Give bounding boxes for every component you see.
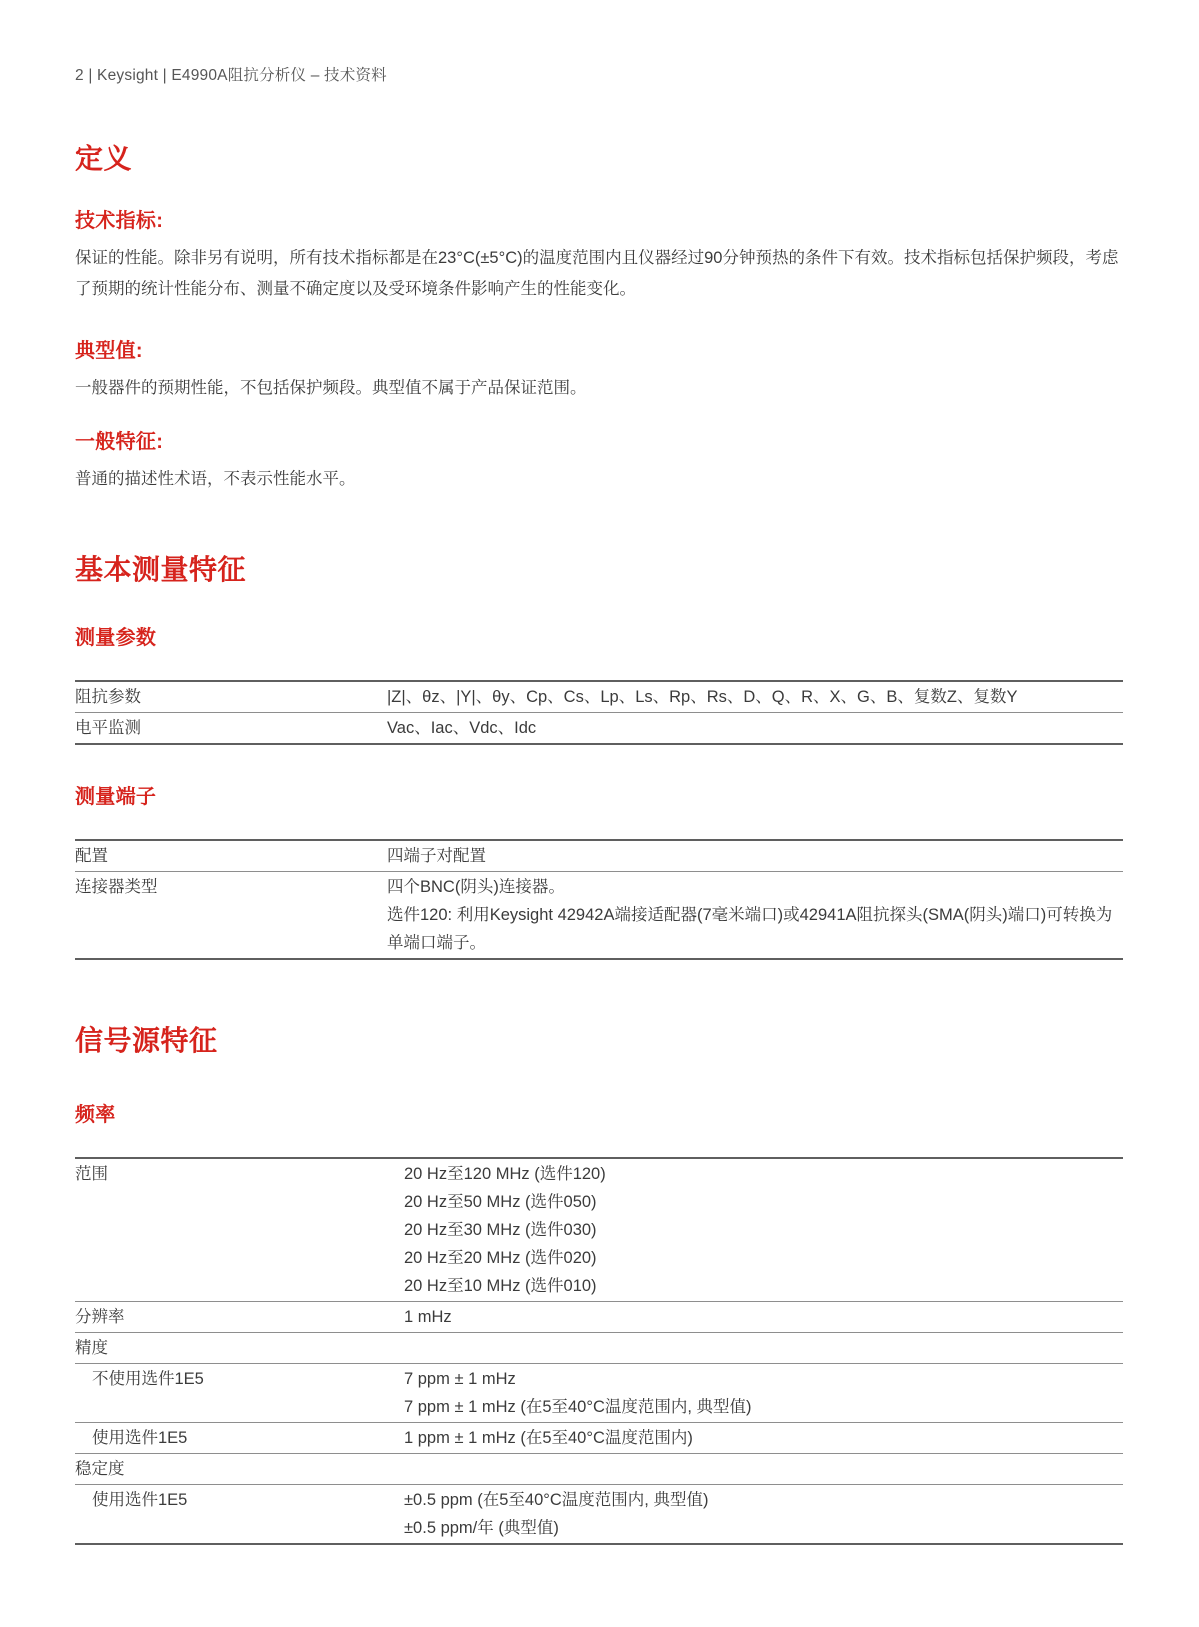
- definition-body-general: 普通的描述性术语，不表示性能水平。: [75, 470, 356, 488]
- value-line: ±0.5 ppm (在5至40°C温度范围内, 典型值): [404, 1491, 709, 1509]
- table-row: [75, 713, 1123, 745]
- table-row: [75, 872, 1123, 960]
- table-row: [75, 1485, 1123, 1545]
- measurement-parameters-table: [75, 680, 1123, 745]
- table-row: [75, 681, 1123, 713]
- table-row: [75, 1454, 1123, 1485]
- definition-body-specifications: 保证的性能。除非另有说明，所有技术指标都是在23°C(±5°C)的温度范围内且仪器经过90分钟预热的条件下有效。技术指标包括保护频段，考虑了预期的统计性能分布、测量不确定度以及受环境条件影响产生的性能变化。: [75, 249, 1119, 298]
- value-line: 20 Hz至20 MHz (选件020): [404, 1249, 597, 1267]
- row-label: 不使用选件1E5: [75, 1364, 404, 1423]
- row-value: [387, 681, 1123, 713]
- table-row: [75, 1364, 1123, 1423]
- definition-heading-general: 一般特征:: [75, 431, 164, 453]
- value-line: 7 ppm ± 1 mHz (在5至40°C温度范围内, 典型值): [404, 1398, 752, 1416]
- definition-heading-specifications: 技术指标:: [75, 210, 164, 232]
- section-title-definitions: 定义: [75, 143, 133, 174]
- value-line: 1 mHz: [404, 1308, 452, 1326]
- value-line: 20 Hz至10 MHz (选件010): [404, 1277, 597, 1295]
- row-label: 使用选件1E5: [75, 1485, 404, 1545]
- value-line: 选件120: 利用Keysight 42942A端接适配器(7毫米端口)或42941A阻抗探头(SMA(阴头)端口)可转换为单端口端子。: [387, 906, 1113, 952]
- row-label: 分辨率: [75, 1302, 404, 1333]
- value-line: 20 Hz至50 MHz (选件050): [404, 1193, 597, 1211]
- definition-block-typical: [75, 339, 1123, 404]
- row-value: [404, 1423, 1123, 1454]
- value-line: 1 ppm ± 1 mHz (在5至40°C温度范围内): [404, 1429, 693, 1447]
- subsection-heading-measurement-parameters: 测量参数: [75, 627, 157, 649]
- table-row: [75, 840, 1123, 872]
- row-value: [404, 1158, 1123, 1302]
- row-label: 范围: [75, 1165, 108, 1183]
- value-line: ±0.5 ppm/年 (典型值): [404, 1519, 559, 1537]
- row-value: [387, 713, 1123, 745]
- table-row: [75, 1333, 1123, 1364]
- value-line: 四个BNC(阴头)连接器。: [387, 878, 565, 896]
- section-title-basic-measurement: 基本测量特征: [75, 554, 247, 585]
- row-value: [404, 1302, 1123, 1333]
- value-line: Vac、Iac、Vdc、Idc: [387, 719, 537, 737]
- measurement-terminals-table: [75, 839, 1123, 960]
- subsection-heading-measurement-terminals: 测量端子: [75, 786, 157, 808]
- row-label: 使用选件1E5: [75, 1423, 404, 1454]
- row-value: [387, 872, 1123, 960]
- row-label: 连接器类型: [75, 872, 387, 960]
- row-label: 阻抗参数: [75, 688, 141, 706]
- section-title-signal-source: 信号源特征: [75, 1025, 218, 1056]
- value-line: 20 Hz至120 MHz (选件120): [404, 1165, 606, 1183]
- row-value: [404, 1485, 1123, 1545]
- value-line: 四端子对配置: [387, 847, 486, 865]
- definition-block-specifications: [75, 209, 1123, 305]
- definition-block-general: [75, 430, 1123, 495]
- frequency-table: [75, 1157, 1123, 1545]
- row-category-label: 稳定度: [75, 1454, 1123, 1485]
- definition-body-typical: 一般器件的预期性能，不包括保护频段。典型值不属于产品保证范围。: [75, 379, 587, 397]
- row-category-label: 精度: [75, 1333, 1123, 1364]
- row-value: [404, 1364, 1123, 1423]
- table-row: [75, 1158, 1123, 1302]
- row-value: [387, 840, 1123, 872]
- value-line: 20 Hz至30 MHz (选件030): [404, 1221, 597, 1239]
- row-label: 电平监测: [75, 713, 387, 745]
- table-row: [75, 1302, 1123, 1333]
- subsection-heading-frequency: 频率: [75, 1104, 116, 1126]
- row-label: 配置: [75, 847, 108, 865]
- table-row: [75, 1423, 1123, 1454]
- definition-heading-typical: 典型值:: [75, 340, 143, 362]
- page-header: 2 | Keysight | E4990A阻抗分析仪 – 技术资料: [75, 67, 387, 84]
- value-line: 7 ppm ± 1 mHz: [404, 1370, 516, 1388]
- value-line: |Z|、θz、|Y|、θy、Cp、Cs、Lp、Ls、Rp、Rs、D、Q、R、X、G、B、复数Z、复数Y: [387, 688, 1018, 706]
